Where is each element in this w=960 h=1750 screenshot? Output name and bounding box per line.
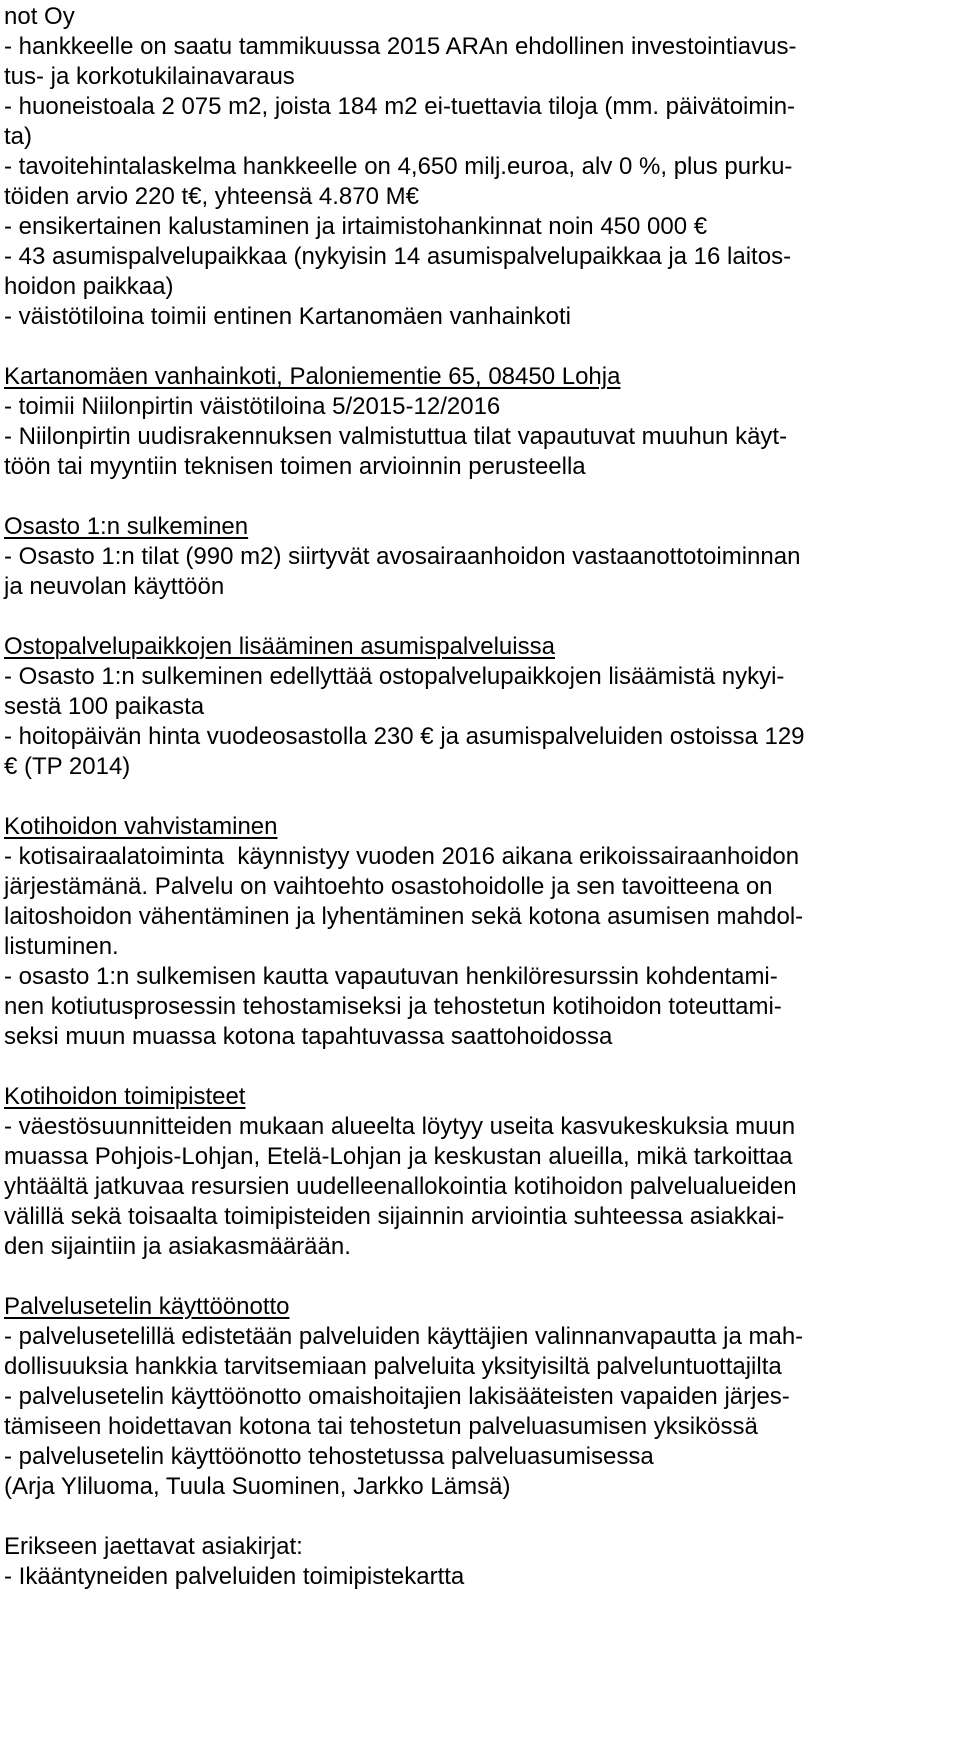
text-line: - toimii Niilonpirtin väistötiloina 5/2015-12/2016 <box>4 393 501 420</box>
text-line: ta) <box>4 123 33 150</box>
text-line: - Osasto 1:n sulkeminen edellyttää ostopalvelupaikkojen lisäämistä nykyi- <box>4 663 785 690</box>
text-line: järjestämänä. Palvelu on vaihtoehto osastohoidolle ja sen tavoitteena on <box>4 873 773 900</box>
text-line: - tavoitehintalaskelma hankkeelle on 4,650 milj.euroa, alv 0 %, plus purku- <box>4 153 793 180</box>
text-line: muassa Pohjois-Lohjan, Etelä-Lohjan ja keskustan alueilla, mikä tarkoittaa <box>4 1143 793 1170</box>
section-heading: Osasto 1:n sulkeminen <box>4 513 249 540</box>
text-line: välillä sekä toisaalta toimipisteiden sijainnin arviointia suhteessa asiakkai- <box>4 1203 785 1230</box>
text-line: - hoitopäivän hinta vuodeosastolla 230 € ja asumispalveluiden ostoissa 129 <box>4 723 805 750</box>
attachments-heading: Erikseen jaettavat asiakirjat: <box>4 1533 303 1560</box>
text-line: seksi muun muassa kotona tapahtuvassa saattohoidossa <box>4 1023 613 1050</box>
text-line: tus- ja korkotukilainavaraus <box>4 63 295 90</box>
text-line: - väestösuunnitteiden mukaan alueelta löytyy useita kasvukeskuksia muun <box>4 1113 796 1140</box>
text-line: - ensikertainen kalustaminen ja irtaimistohankinnat noin 450 000 € <box>4 213 708 240</box>
text-line: ja neuvolan käyttöön <box>4 573 225 600</box>
text-line: töön tai myyntiin teknisen toimen arvioinnin perusteella <box>4 453 586 480</box>
text-line: € (TP 2014) <box>4 753 131 780</box>
text-line: listuminen. <box>4 933 119 960</box>
text-line: - väistötiloina toimii entinen Kartanomäen vanhainkoti <box>4 303 571 330</box>
text-line: hoidon paikkaa) <box>4 273 174 300</box>
text-line: - palvelusetelillä edistetään palveluiden käyttäjien valinnanvapautta ja mah- <box>4 1323 804 1350</box>
text-line: - palvelusetelin käyttöönotto tehostetussa palveluasumisessa <box>4 1443 654 1470</box>
text-line: laitoshoidon vähentäminen ja lyhentäminen sekä kotona asumisen mahdol- <box>4 903 804 930</box>
text-line: sestä 100 paikasta <box>4 693 205 720</box>
section-heading: Kotihoidon toimipisteet <box>4 1083 246 1110</box>
authors-line: (Arja Yliluoma, Tuula Suominen, Jarkko Lämsä) <box>4 1473 511 1500</box>
text-line: - Osasto 1:n tilat (990 m2) siirtyvät avosairaanhoidon vastaanottotoiminnan <box>4 543 801 570</box>
text-line: dollisuuksia hankkia tarvitsemiaan palveluita yksityisiltä palveluntuottajilta <box>4 1353 782 1380</box>
text-line: - kotisairaalatoiminta käynnistyy vuoden 2016 aikana erikoissairaanhoidon <box>4 843 800 870</box>
section-heading: Palvelusetelin käyttöönotto <box>4 1293 290 1320</box>
text-line: tämiseen hoidettavan kotona tai tehostetun palveluasumisen yksikössä <box>4 1413 758 1440</box>
text-line: - hankkeelle on saatu tammikuussa 2015 ARAn ehdollinen investointiavus- <box>4 33 797 60</box>
text-line: yhtäältä jatkuvaa resursien uudelleenallokointia kotihoidon palvelualueiden <box>4 1173 797 1200</box>
text-line: töiden arvio 220 t€, yhteensä 4.870 M€ <box>4 183 419 210</box>
text-line: nen kotiutusprosessin tehostamiseksi ja tehostetun kotihoidon toteuttami- <box>4 993 782 1020</box>
text-line: - 43 asumispalvelupaikkaa (nykyisin 14 asumispalvelupaikkaa ja 16 laitos- <box>4 243 792 270</box>
section-heading: Kartanomäen vanhainkoti, Paloniementie 65, 08450 Lohja <box>4 363 621 390</box>
section-heading: Kotihoidon vahvistaminen <box>4 813 278 840</box>
text-line: - huoneistoala 2 075 m2, joista 184 m2 ei-tuettavia tiloja (mm. päivätoimin- <box>4 93 796 120</box>
text-line: - Niilonpirtin uudisrakennuksen valmistuttua tilat vapautuvat muuhun käyt- <box>4 423 788 450</box>
text-line: - palvelusetelin käyttöönotto omaishoitajien lakisääteisten vapaiden järjes- <box>4 1383 790 1410</box>
text-line: den sijaintiin ja asiakasmäärään. <box>4 1233 351 1260</box>
text-line: - Ikääntyneiden palveluiden toimipistekartta <box>4 1563 465 1590</box>
section-heading: Ostopalvelupaikkojen lisääminen asumispalveluissa <box>4 633 555 660</box>
text-line: - osasto 1:n sulkemisen kautta vapautuvan henkilöresurssin kohdentami- <box>4 963 778 990</box>
text-line: not Oy <box>4 3 75 30</box>
